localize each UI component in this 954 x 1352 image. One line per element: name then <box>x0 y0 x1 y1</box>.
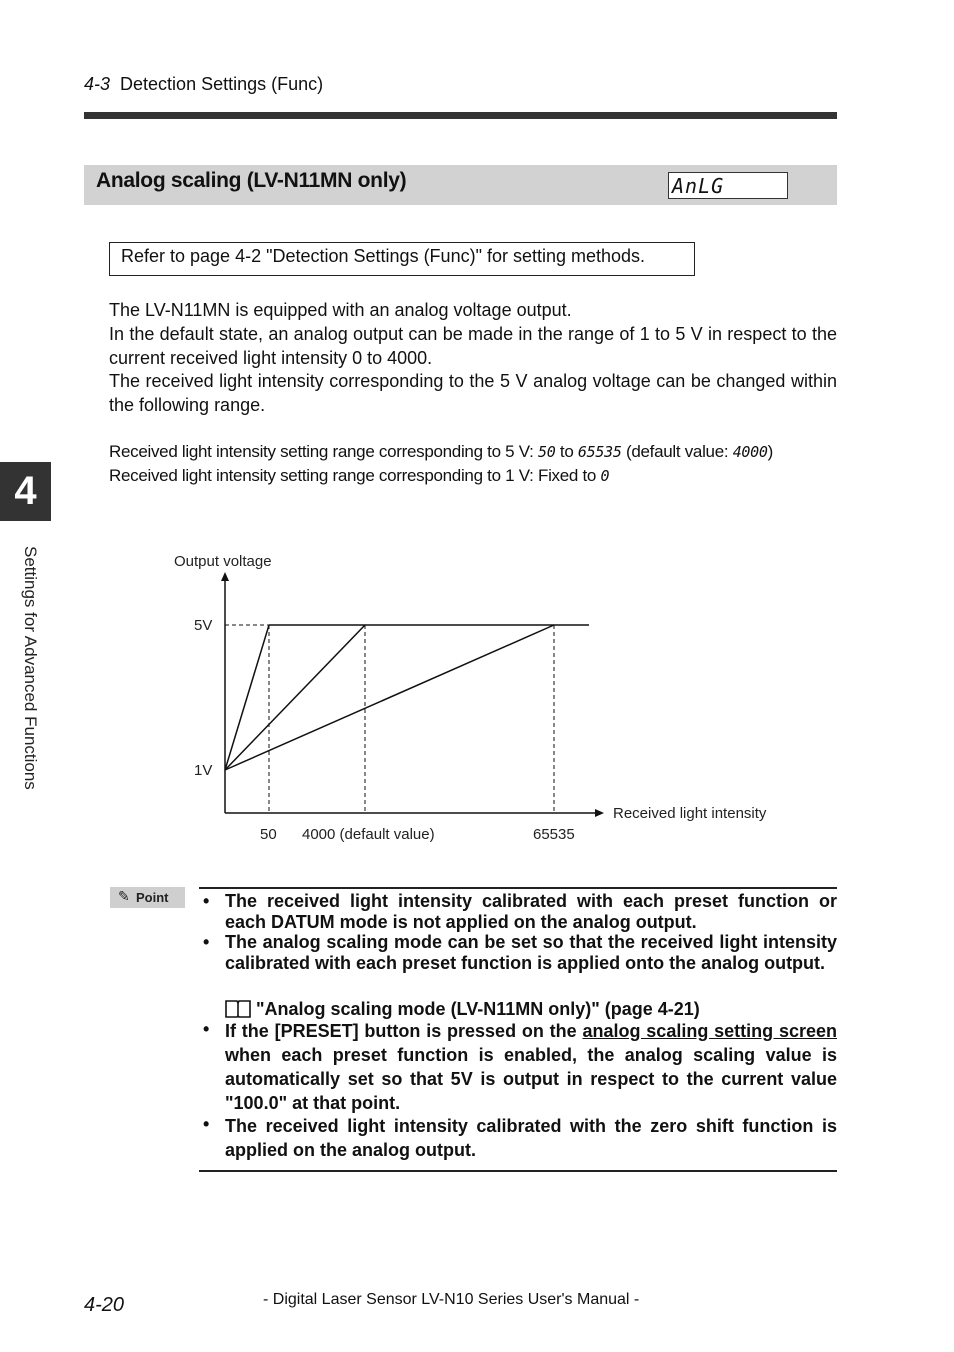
display-code: AnLG <box>672 174 725 198</box>
range-5v-max: 65535 <box>577 443 622 461</box>
x-axis-arrow <box>595 809 604 817</box>
intro-paragraph-3: The received light intensity corresponding to the 5 V analog voltage can be changed within the following range. <box>109 371 837 415</box>
point-bottom-rule <box>199 1170 837 1172</box>
x-tick-50: 50 <box>260 826 277 843</box>
range-1v-prefix: Received light intensity setting range corresponding to 1 V: Fixed to <box>109 466 601 485</box>
point-top-rule <box>199 887 837 889</box>
y-tick-5v: 5V <box>194 617 213 634</box>
bullet-dot: • <box>203 932 210 952</box>
intro-paragraph-1: The LV-N11MN is equipped with an analog voltage output. <box>109 300 572 320</box>
y-axis-arrow <box>221 572 229 581</box>
book-icon <box>225 999 251 1018</box>
bullet-dot: • <box>203 1114 210 1134</box>
bullet-dot: • <box>203 891 210 911</box>
point-bullet-1 <box>203 891 837 933</box>
bullet-dot: • <box>203 1019 210 1039</box>
x-axis-label: Received light intensity <box>613 805 767 822</box>
x-tick-4000: 4000 (default value) <box>302 826 435 843</box>
pencil-icon: ✎ <box>118 888 130 904</box>
analog-scaling-screen-link: analog scaling setting screen <box>582 1021 837 1041</box>
x-tick-65535: 65535 <box>533 826 575 843</box>
range-5v-default: 4000 <box>732 443 768 461</box>
point-bullet-2-text: The analog scaling mode can be set so that the received light intensity calibrated with each preset function is applied onto the analog output. <box>225 932 837 973</box>
chapter-side-label: Settings for Advanced Functions <box>21 546 40 790</box>
intro-paragraph-2: In the default state, an analog output can be made in the range of 1 to 5 V in respect to the current received light intensity 0 to 4000. <box>109 324 837 368</box>
slope-65535 <box>225 625 554 770</box>
range-5v-min: 50 <box>538 443 556 461</box>
section-title: Analog scaling (LV-N11MN only) <box>96 169 407 192</box>
range-1v-value: 0 <box>600 467 610 485</box>
reference-note: Refer to page 4-2 "Detection Settings (Func)" for setting methods. <box>109 242 695 276</box>
header-section-number: 4-3 <box>84 74 111 94</box>
point-bullet-4 <box>203 1114 837 1162</box>
manual-title: - Digital Laser Sensor LV-N10 Series User's Manual - <box>263 1291 640 1308</box>
point-bullet-3-after: when each preset function is enabled, the analog scaling value is automatically set so that 5V is output in respect to the current value "100.0" at that point. <box>225 1045 837 1113</box>
y-axis-label: Output voltage <box>174 553 272 570</box>
point-bullet-3-before: If the [PRESET] button is pressed on the <box>225 1021 583 1041</box>
chapter-tab: 4 <box>0 462 51 521</box>
point-bullet-2 <box>203 932 837 974</box>
point-bullet-3-text <box>225 1019 837 1115</box>
point-badge-label: Point <box>136 890 169 905</box>
range-5v-to: to <box>555 442 578 461</box>
book-reference <box>225 999 700 1020</box>
range-5v-prefix: Received light intensity setting range corresponding to 5 V: <box>109 442 538 461</box>
point-bullet-4-text: The received light intensity calibrated with the zero shift function is applied on the analog output. <box>225 1116 837 1160</box>
range-5v-default-suffix: ) <box>767 442 774 461</box>
book-reference-text: "Analog scaling mode (LV-N11MN only)" (page 4-21) <box>256 999 700 1019</box>
page-number: 4-20 <box>84 1294 125 1316</box>
point-bullet-1-text: The received light intensity calibrated with each preset function or each DATUM mode is not applied on the analog output. <box>225 891 837 932</box>
header-section-title: Detection Settings (Func) <box>120 74 324 94</box>
point-bullet-3 <box>203 1019 837 1115</box>
slope-4000 <box>225 625 365 770</box>
point-badge <box>110 887 185 908</box>
range-5v-default-prefix: (default value: <box>621 442 733 461</box>
y-tick-1v: 1V <box>194 762 213 779</box>
